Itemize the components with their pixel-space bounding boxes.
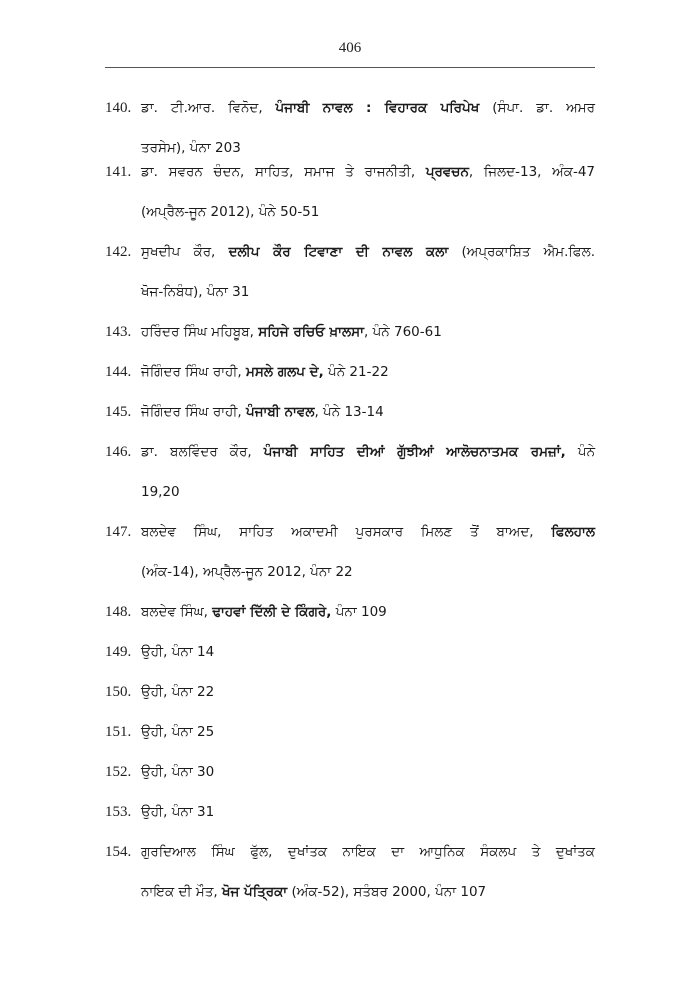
citation-title: ਖੋਜ ਪੱਤ੍ਰਿਕਾ: [221, 884, 288, 900]
endnote-line: [141, 472, 595, 512]
endnote-text: [141, 232, 595, 312]
endnote-number: 151.: [105, 724, 132, 740]
citation-title: ਪੰਜਾਬੀ ਸਾਹਿਤ ਦੀਆਂ ਗੁੱਝੀਆਂ ਆਲੋਚਨਾਤਮਕ ਰਮਜ਼ਾਂ,: [263, 444, 566, 460]
endnote-line: [141, 88, 595, 128]
citation-text: ਪੰਨਾ 109: [331, 604, 387, 620]
endnote-line: [141, 712, 595, 752]
endnote-line: [141, 432, 595, 472]
endnote-line: [141, 552, 595, 592]
endnote-line: [141, 192, 595, 232]
citation-title: ਪੰਜਾਬੀ ਨਾਵਲ: [246, 404, 315, 420]
endnote-line: [141, 352, 595, 392]
endnote-text: [141, 712, 595, 752]
endnote-number: 142.: [105, 244, 132, 260]
citation-title: ਦਲੀਪ ਕੌਰ ਟਿਵਾਣਾ ਦੀ ਨਾਵਲ ਕਲਾ: [228, 244, 449, 260]
citation-text: ਜੋਗਿੰਦਰ ਸਿੰਘ ਰਾਹੀ,: [141, 404, 246, 420]
endnote-number: 154.: [105, 844, 132, 860]
endnote-number: 150.: [105, 684, 132, 700]
citation-text: , ਜਿਲਦ-13, ਅੰਕ-47: [468, 164, 595, 180]
citation-text: ਪੰਨੇ: [565, 444, 596, 460]
endnote-line: [141, 592, 595, 632]
endnote-text: [141, 512, 595, 592]
citation-text: ਪੰਨੇ 21-22: [323, 364, 389, 380]
citation-title: ਮਸਲੇ ਗਲਪ ਦੇ,: [246, 364, 324, 380]
endnote-number: 143.: [105, 324, 132, 340]
endnote-text: [141, 752, 595, 792]
citation-text: ਗੁਰਦਿਆਲ ਸਿੰਘ ਫੁੱਲ, ਦੁਖਾਂਤਕ ਨਾਇਕ ਦਾ ਆਧੁਨਿਕ ਸੰਕਲਪ ਤੇ ਦੁਖਾਂਤਕ: [141, 844, 595, 860]
endnote-line: [141, 312, 595, 352]
endnote-number: 145.: [105, 404, 132, 420]
citation-text: ਉਹੀ, ਪੰਨਾ 14: [141, 644, 215, 660]
endnote-number: 144.: [105, 364, 132, 380]
citation-title: ਸਹਿਜੇ ਰਚਿਓ ਖ਼ਾਲਸਾ: [258, 324, 364, 340]
citation-title: ਢਾਹਵਾਂ ਦਿੱਲੀ ਦੇ ਕਿੰਗਰੇ,: [212, 604, 332, 620]
endnote-text: [141, 312, 595, 352]
endnote-text: [141, 672, 595, 712]
endnote-text: [141, 392, 595, 432]
citation-title: ਪ੍ਰਵਚਨ: [425, 164, 469, 180]
citation-text: ਸੁਖਦੀਪ ਕੌਰ,: [141, 244, 229, 260]
endnote-line: [141, 512, 595, 552]
endnote-number: 146.: [105, 444, 132, 460]
citation-text: (ਸੰਪਾ. ਡਾ. ਅਮਰ: [479, 100, 595, 116]
citation-text: , ਪੰਨੇ 13-14: [314, 404, 384, 420]
citation-text: ਹਰਿੰਦਰ ਸਿੰਘ ਮਹਿਬੂਬ,: [141, 324, 259, 340]
endnote-text: [141, 792, 595, 832]
endnote-number: 141.: [105, 164, 132, 180]
endnote-number: 153.: [105, 804, 132, 820]
endnote-line: [141, 392, 595, 432]
endnote-text: [141, 152, 595, 232]
endnote-line: [141, 232, 595, 272]
endnote-line: [141, 632, 595, 672]
page-number: 406: [338, 40, 362, 56]
citation-title: ਪੰਜਾਬੀ ਨਾਵਲ : ਵਿਹਾਰਕ ਪਰਿਪੇਖ: [275, 100, 480, 116]
endnote-number: 152.: [105, 764, 132, 780]
endnote-number: 147.: [105, 524, 132, 540]
endnote-line: [141, 832, 595, 872]
citation-text: ਬਲਦੇਵ ਸਿੰਘ,: [141, 604, 213, 620]
endnote-number: 140.: [105, 100, 132, 116]
citation-text: (ਅੰਕ-52), ਸਤੰਬਰ 2000, ਪੰਨਾ 107: [287, 884, 487, 900]
endnote-text: [141, 432, 595, 512]
endnote-line: [141, 152, 595, 192]
citation-text: 19,20: [141, 484, 180, 500]
citation-text: (ਅਪ੍ਰਕਾਸ਼ਿਤ ਐਮ.ਫਿਲ.: [448, 244, 595, 260]
endnote-line: [141, 672, 595, 712]
endnote-number: 149.: [105, 644, 132, 660]
citation-text: ਉਹੀ, ਪੰਨਾ 22: [141, 684, 215, 700]
endnote-line: [141, 792, 595, 832]
citation-title: ਫਿਲਹਾਲ: [551, 524, 595, 540]
endnote-text: [141, 832, 595, 912]
citation-text: ਉਹੀ, ਪੰਨਾ 31: [141, 804, 215, 820]
citation-text: ਨਾਇਕ ਦੀ ਮੌਤ,: [141, 884, 222, 900]
citation-text: ਡਾ. ਟੀ.ਆਰ. ਵਿਨੋਦ,: [141, 100, 276, 116]
header-rule: [105, 67, 595, 68]
citation-text: ਬਲਦੇਵ ਸਿੰਘ, ਸਾਹਿਤ ਅਕਾਦਮੀ ਪੁਰਸਕਾਰ ਮਿਲਣ ਤੋਂ ਬਾਅਦ,: [141, 524, 552, 540]
endnote-text: [141, 592, 595, 632]
citation-text: ਡਾ. ਬਲਵਿੰਦਰ ਕੌਰ,: [141, 444, 264, 460]
citation-text: ਤਰਸੇਮ), ਪੰਨਾ 203: [141, 140, 241, 156]
citation-text: (ਅਪ੍ਰੈਲ-ਜੂਨ 2012), ਪੰਨੇ 50-51: [141, 204, 320, 220]
citation-text: ਖੋਜ-ਨਿਬੰਧ), ਪੰਨਾ 31: [141, 284, 250, 300]
endnote-text: [141, 632, 595, 672]
citation-text: , ਪੰਨੇ 760-61: [363, 324, 442, 340]
citation-text: ਉਹੀ, ਪੰਨਾ 30: [141, 764, 215, 780]
endnote-line: [141, 872, 595, 912]
citation-text: ਜੋਗਿੰਦਰ ਸਿੰਘ ਰਾਹੀ,: [141, 364, 246, 380]
citation-text: (ਅੰਕ-14), ਅਪ੍ਰੈਲ-ਜੂਨ 2012, ਪੰਨਾ 22: [141, 564, 353, 580]
endnote-line: [141, 752, 595, 792]
endnote-line: [141, 272, 595, 312]
endnote-number: 148.: [105, 604, 132, 620]
endnote-text: [141, 352, 595, 392]
citation-text: ਉਹੀ, ਪੰਨਾ 25: [141, 724, 215, 740]
citation-text: ਡਾ. ਸਵਰਨ ਚੰਦਨ, ਸਾਹਿਤ, ਸਮਾਜ ਤੇ ਰਾਜਨੀਤੀ,: [141, 164, 426, 180]
